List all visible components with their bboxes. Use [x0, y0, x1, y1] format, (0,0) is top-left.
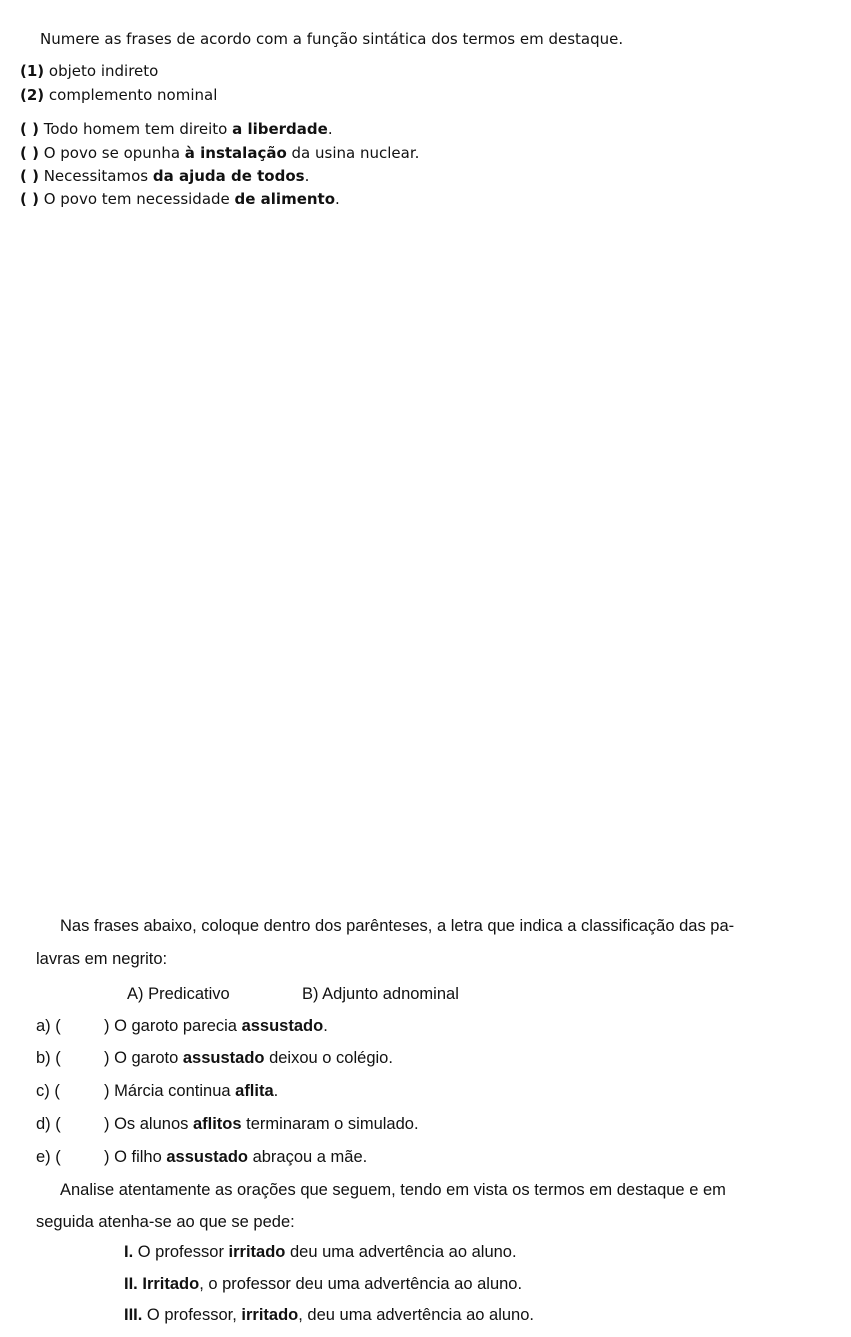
- exercise-3-instruction: Analise atentamente as orações que seguem, tendo em vista os termos em destaque e em: [60, 1181, 726, 1199]
- item-label: a) (: [36, 1017, 61, 1035]
- sentence-item: [20, 190, 340, 208]
- option-number: (2): [20, 86, 45, 104]
- statement-text: O professor,: [142, 1306, 242, 1324]
- exercise-3-instruction-cont: seguida atenha-se ao que se pede:: [36, 1213, 295, 1231]
- item-text: abraçou a mãe.: [247, 1148, 368, 1166]
- item-label: c) (: [36, 1082, 60, 1100]
- statement-text: , deu uma advertência ao aluno.: [298, 1306, 534, 1324]
- answer-parentheses: ( ): [20, 167, 39, 185]
- statement-item: [124, 1275, 522, 1294]
- statement-text: deu uma advertência ao aluno.: [285, 1243, 517, 1261]
- answer-parentheses: ( ): [20, 190, 39, 208]
- statement-item: [124, 1306, 534, 1325]
- highlighted-term: à instalação: [184, 144, 287, 162]
- highlighted-term: Irritado: [142, 1275, 200, 1293]
- highlighted-term: a liberdade: [232, 120, 328, 138]
- answer-parentheses: ( ): [20, 144, 39, 162]
- highlighted-term: irritado: [228, 1243, 286, 1261]
- item-text: .: [323, 1017, 328, 1035]
- item-label: b) (: [36, 1049, 61, 1067]
- highlighted-term: aflitos: [192, 1115, 242, 1133]
- exercise-1-instruction: Numere as frases de acordo com a função sintática dos termos em destaque.: [40, 30, 624, 48]
- item-text: deixou o colégio.: [264, 1049, 393, 1067]
- sentence-text: .: [327, 120, 333, 138]
- sentence-item: [20, 120, 333, 138]
- item-text: .: [273, 1082, 279, 1100]
- list-item: [36, 1148, 368, 1167]
- item-text: ) O garoto: [104, 1049, 183, 1067]
- highlighted-term: aflita: [235, 1082, 274, 1100]
- item-label: d) (: [36, 1115, 61, 1133]
- item-text: ) Os alunos: [104, 1115, 193, 1133]
- sentence-text: Necessitamos: [38, 167, 153, 185]
- highlighted-term: assustado: [166, 1148, 248, 1166]
- item-label: e) (: [36, 1148, 61, 1166]
- exercise-2-instruction: Nas frases abaixo, coloque dentro dos parênteses, a letra que indica a classificação das pa-: [60, 917, 735, 935]
- item-text: ) O filho: [104, 1148, 167, 1166]
- statement-number: I.: [124, 1243, 134, 1261]
- statement-item: [124, 1243, 517, 1262]
- sentence-text: da usina nuclear.: [286, 144, 420, 162]
- list-item: [36, 1049, 393, 1068]
- option-number: (1): [20, 62, 45, 80]
- option-label: complemento nominal: [44, 86, 218, 104]
- sentence-text: O povo se opunha: [38, 144, 185, 162]
- classification-option-a: A) Predicativo: [127, 985, 230, 1003]
- sentence-text: Todo homem tem direito: [38, 120, 233, 138]
- highlighted-term: assustado: [241, 1017, 324, 1035]
- sentence-item: [20, 144, 419, 162]
- statement-number: III.: [124, 1306, 143, 1324]
- statement-number: II.: [124, 1275, 138, 1293]
- sentence-text: .: [335, 190, 340, 208]
- highlighted-term: de alimento: [234, 190, 336, 208]
- sentence-item: [20, 167, 309, 185]
- answer-parentheses: ( ): [20, 120, 39, 138]
- option-item: [20, 86, 217, 104]
- statement-text: , o professor deu uma advertência ao aluno.: [199, 1275, 523, 1293]
- list-item: [36, 1082, 279, 1101]
- sentence-text: O povo tem necessidade: [38, 190, 235, 208]
- item-text: terminaram o simulado.: [241, 1115, 419, 1133]
- option-label: objeto indireto: [44, 62, 159, 80]
- item-text: ) O garoto parecia: [104, 1017, 242, 1035]
- statement-text: O professor: [133, 1243, 229, 1261]
- exercise-2-instruction-cont: lavras em negrito:: [36, 950, 168, 968]
- list-item: [36, 1017, 328, 1036]
- highlighted-term: assustado: [182, 1049, 265, 1067]
- highlighted-term: da ajuda de todos: [152, 167, 305, 185]
- item-text: ) Márcia continua: [104, 1082, 236, 1100]
- list-item: [36, 1115, 419, 1134]
- option-item: [20, 62, 158, 80]
- sentence-text: .: [304, 167, 310, 185]
- classification-option-b: B) Adjunto adnominal: [302, 985, 459, 1003]
- highlighted-term: irritado: [241, 1306, 299, 1324]
